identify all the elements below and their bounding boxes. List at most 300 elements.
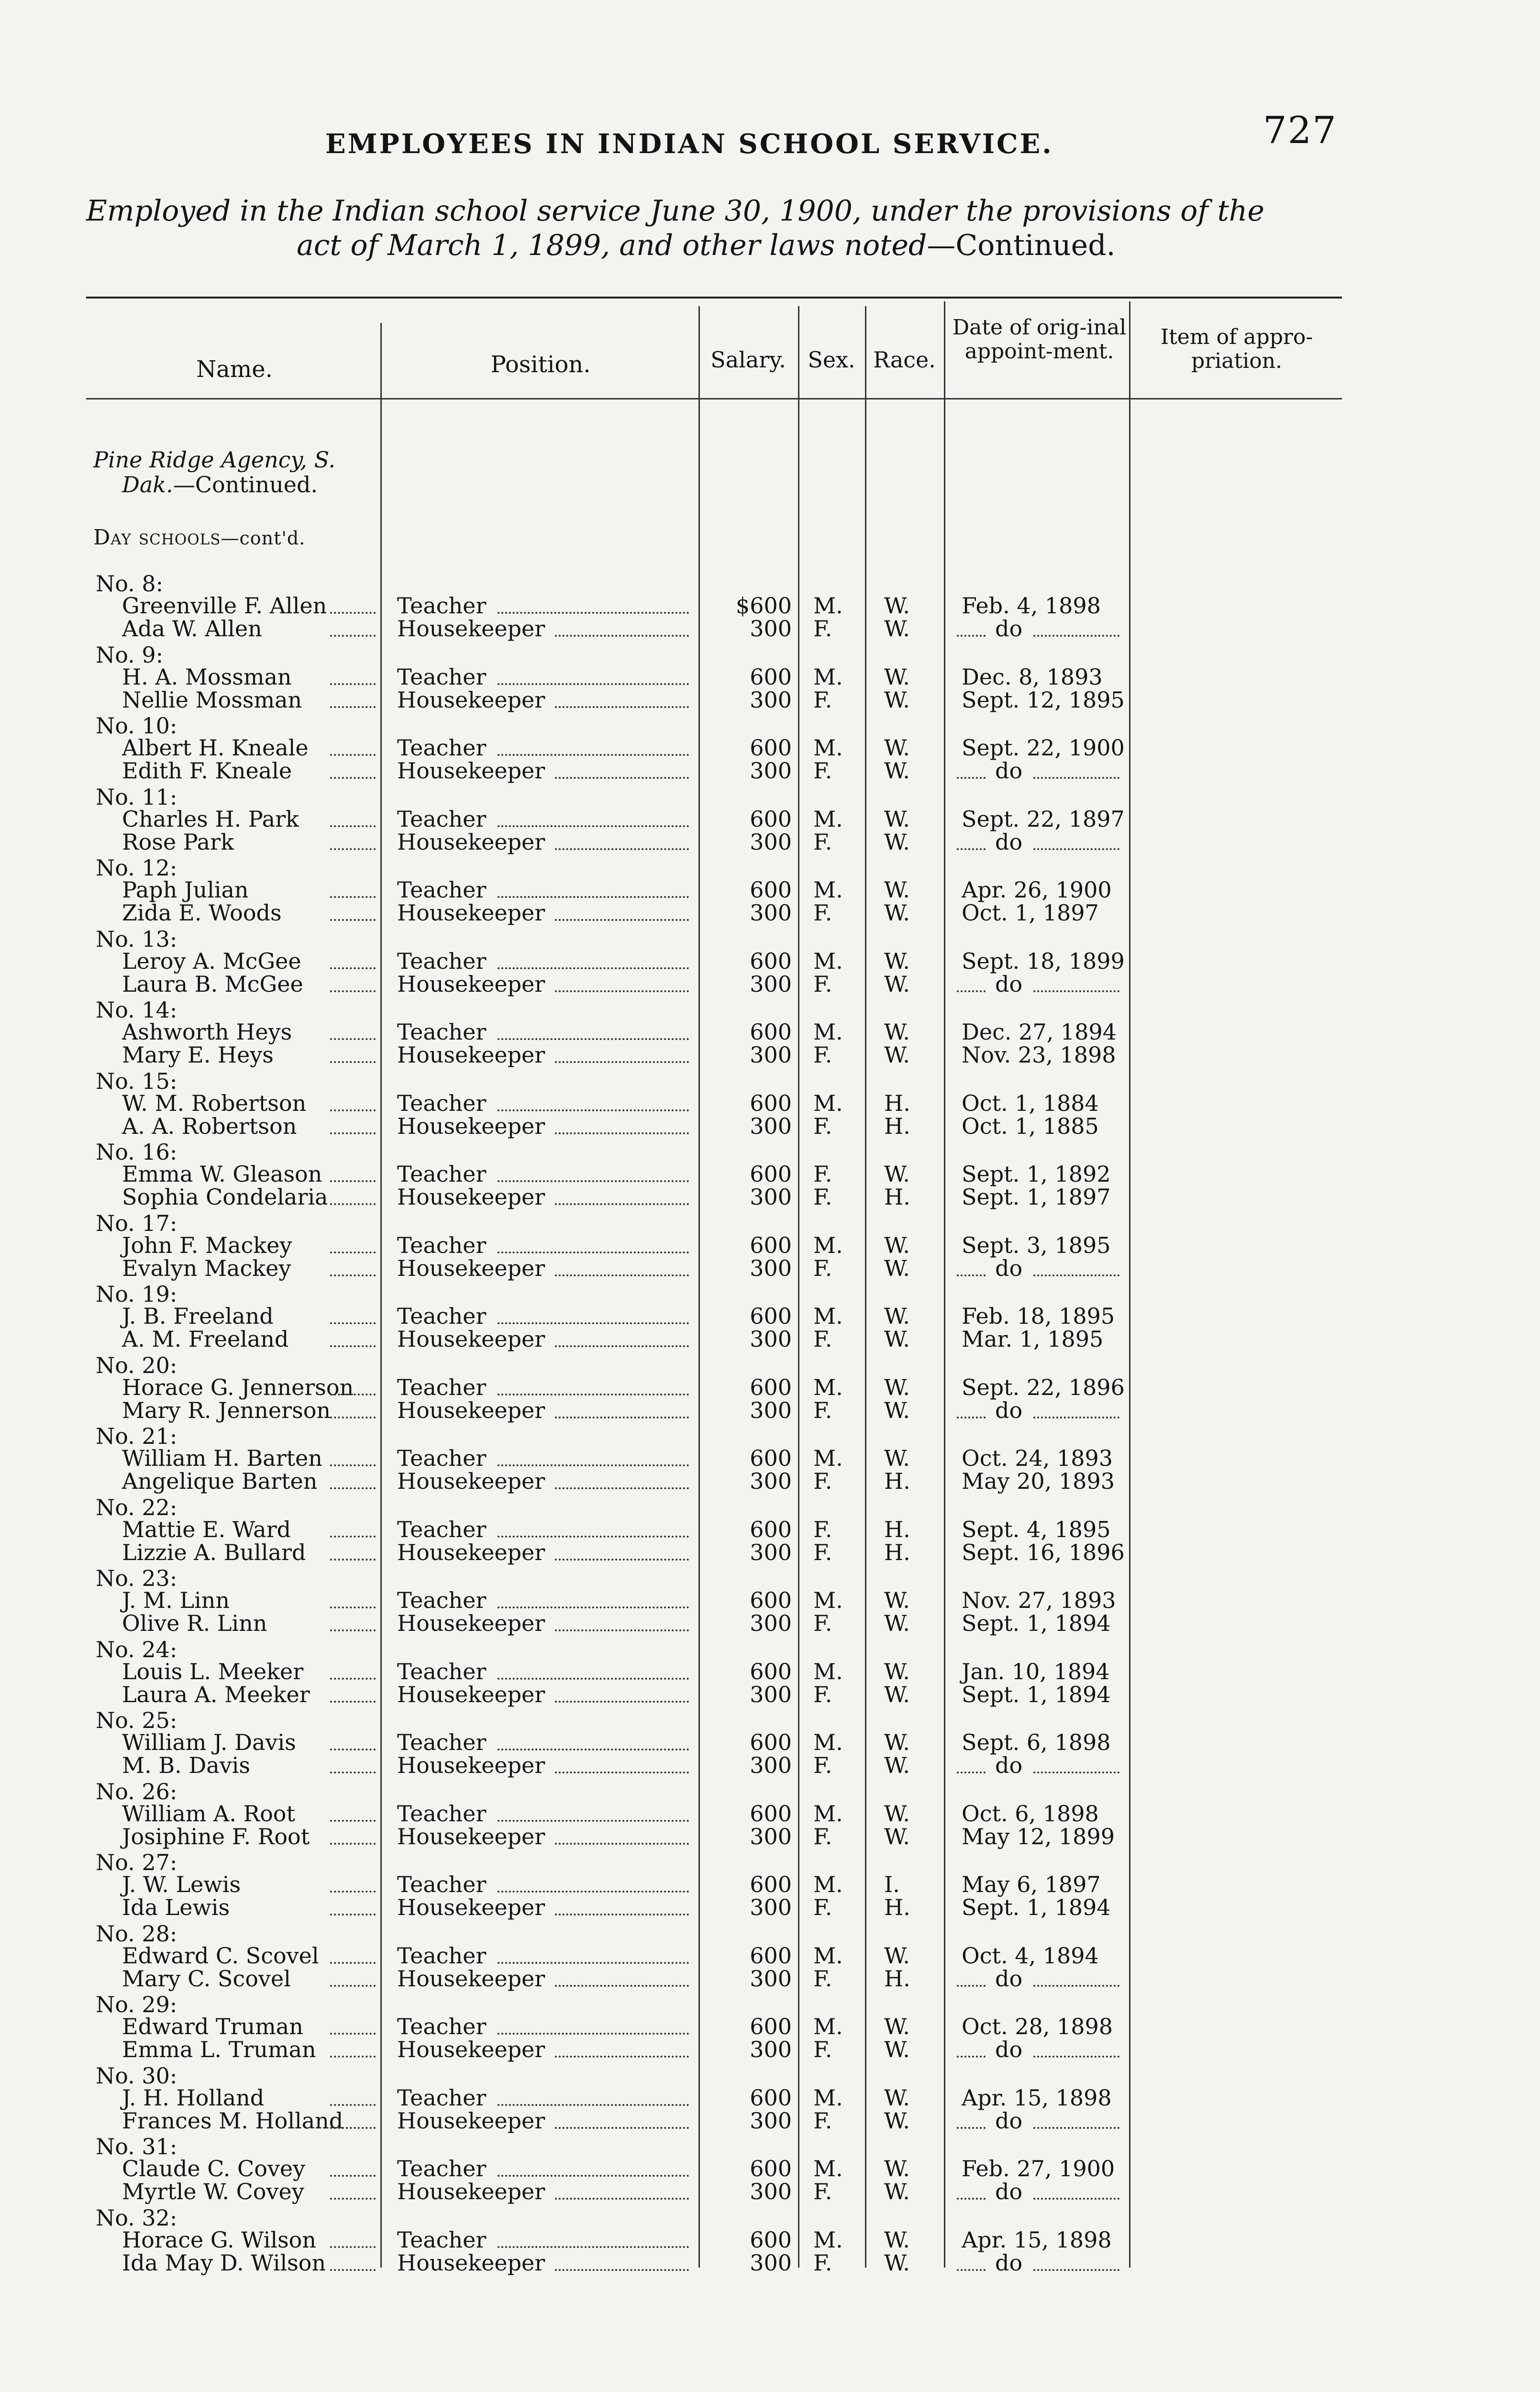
employee-race: W. bbox=[884, 1445, 910, 1471]
name-leader bbox=[330, 967, 376, 969]
date-leader bbox=[1033, 2056, 1119, 2058]
employee-position: Housekeeper bbox=[397, 1894, 545, 1920]
employee-sex: M. bbox=[813, 2156, 843, 2182]
employee-sex: F. bbox=[813, 1113, 832, 1139]
school-number: No. 19: bbox=[96, 1281, 177, 1307]
employee-race: W. bbox=[884, 900, 910, 926]
employee-position: Teacher bbox=[397, 2156, 487, 2182]
col-divider-3 bbox=[798, 306, 799, 2268]
position-leader bbox=[498, 1962, 689, 1964]
employee-sex: M. bbox=[813, 1374, 843, 1400]
employee-position: Teacher bbox=[397, 1232, 487, 1258]
date-leader bbox=[957, 848, 986, 850]
employee-sex: M. bbox=[813, 2226, 843, 2253]
employee-name: Emma W. Gleason bbox=[122, 1161, 322, 1187]
employee-race: H. bbox=[884, 1965, 910, 1992]
school-number: No. 21: bbox=[96, 1423, 177, 1449]
appointment-date: Sept. 1, 1897 bbox=[962, 1184, 1111, 1210]
appointment-date: do bbox=[995, 971, 1023, 997]
employee-position: Teacher bbox=[397, 1658, 487, 1684]
employee-sex: M. bbox=[813, 1019, 843, 1045]
employee-salary: 300 bbox=[750, 1468, 792, 1494]
employee-sex: F. bbox=[813, 1610, 832, 1636]
employee-sex: F. bbox=[813, 1397, 832, 1423]
school-number: No. 32: bbox=[96, 2204, 177, 2231]
employee-position: Teacher bbox=[397, 806, 487, 832]
employee-race: H. bbox=[884, 1539, 910, 1565]
appointment-date: May 6, 1897 bbox=[962, 1872, 1101, 1897]
position-leader bbox=[555, 2056, 689, 2058]
employee-race: H. bbox=[884, 1894, 910, 1920]
employee-salary: 300 bbox=[750, 1184, 792, 1210]
employee-position: Housekeeper bbox=[397, 2107, 545, 2134]
school-number: No. 28: bbox=[96, 1920, 177, 1947]
position-leader bbox=[498, 754, 689, 756]
appointment-date: Sept. 1, 1894 bbox=[962, 1610, 1111, 1636]
date-leader bbox=[957, 635, 986, 637]
appointment-date: do bbox=[995, 2037, 1023, 2062]
employee-race: W. bbox=[884, 1042, 910, 1068]
employee-sex: F. bbox=[813, 2249, 832, 2276]
employee-race: W. bbox=[884, 1681, 910, 1707]
employee-name: A. A. Robertson bbox=[122, 1113, 297, 1139]
date-leader bbox=[957, 2127, 986, 2129]
employee-name: Lizzie A. Bullard bbox=[122, 1539, 306, 1565]
employee-sex: F. bbox=[813, 758, 832, 784]
employee-salary: 300 bbox=[750, 616, 792, 642]
employee-race: W. bbox=[884, 2107, 910, 2134]
appointment-date: Sept. 1, 1894 bbox=[962, 1681, 1111, 1707]
employee-position: Housekeeper bbox=[397, 1752, 545, 1778]
name-leader bbox=[330, 1629, 376, 1631]
appointment-date: Sept. 4, 1895 bbox=[962, 1516, 1111, 1542]
date-leader bbox=[1033, 1985, 1119, 1987]
name-leader bbox=[330, 1678, 376, 1680]
name-leader bbox=[330, 1843, 376, 1845]
subtitle-line-2: act of March 1, 1899, and other laws noted bbox=[297, 229, 927, 262]
col-header-date: Date of orig-inal appoint-ment. bbox=[952, 315, 1127, 364]
employee-salary: 300 bbox=[750, 1255, 792, 1281]
name-leader bbox=[330, 1606, 376, 1608]
employee-race: W. bbox=[884, 1397, 910, 1423]
name-leader bbox=[330, 635, 376, 637]
name-leader bbox=[330, 1749, 376, 1750]
appointment-date: Dec. 8, 1893 bbox=[962, 664, 1103, 690]
employee-name: Horace G. Jennerson bbox=[122, 1374, 354, 1400]
top-rule bbox=[86, 297, 1342, 299]
employee-name: Myrtle W. Covey bbox=[122, 2179, 304, 2204]
position-leader bbox=[555, 635, 689, 637]
employee-salary: 600 bbox=[750, 1658, 792, 1684]
employee-sex: M. bbox=[813, 1729, 843, 1755]
page-title: EMPLOYEES IN INDIAN SCHOOL SERVICE. bbox=[325, 128, 1053, 160]
employee-sex: F. bbox=[813, 1681, 832, 1707]
subsection-title: Day schools bbox=[93, 525, 221, 550]
employee-sex: F. bbox=[813, 1161, 832, 1187]
employee-sex: F. bbox=[813, 1894, 832, 1920]
employee-sex: M. bbox=[813, 735, 843, 761]
employee-race: W. bbox=[884, 806, 910, 832]
date-leader bbox=[957, 2198, 986, 2200]
employee-race: W. bbox=[884, 1610, 910, 1636]
employee-position: Housekeeper bbox=[397, 1326, 545, 1352]
date-leader bbox=[957, 990, 986, 992]
employee-race: W. bbox=[884, 758, 910, 784]
employee-name: Edward Truman bbox=[122, 2014, 303, 2039]
employee-sex: M. bbox=[813, 1587, 843, 1613]
appointment-date: Jan. 10, 1894 bbox=[962, 1658, 1110, 1684]
employee-name: Angelique Barten bbox=[122, 1468, 318, 1494]
employee-salary: 600 bbox=[750, 1303, 792, 1329]
employee-name: J. M. Linn bbox=[122, 1587, 230, 1613]
employee-race: W. bbox=[884, 948, 910, 974]
employee-race: W. bbox=[884, 829, 910, 855]
employee-salary: 600 bbox=[750, 735, 792, 761]
employee-name: Josiphine F. Root bbox=[122, 1823, 310, 1849]
page-number: 727 bbox=[1263, 109, 1337, 152]
name-leader bbox=[330, 1487, 376, 1489]
employee-name: A. M. Freeland bbox=[122, 1326, 289, 1352]
employee-position: Housekeeper bbox=[397, 1681, 545, 1707]
position-leader bbox=[555, 1629, 689, 1631]
school-number: No. 17: bbox=[96, 1210, 177, 1236]
employee-position: Housekeeper bbox=[397, 829, 545, 855]
name-leader bbox=[330, 1914, 376, 1916]
appointment-date: Oct. 1, 1885 bbox=[962, 1113, 1099, 1139]
employee-salary: 600 bbox=[750, 2156, 792, 2182]
employee-position: Teacher bbox=[397, 1303, 487, 1329]
employee-name: Mary R. Jennerson bbox=[122, 1397, 331, 1423]
school-number: No. 20: bbox=[96, 1352, 177, 1378]
agency-line-1: Pine Ridge Agency, S. bbox=[93, 447, 336, 473]
employee-salary: 300 bbox=[750, 1610, 792, 1636]
employee-race: W. bbox=[884, 616, 910, 642]
position-leader bbox=[498, 2175, 689, 2177]
school-number: No. 24: bbox=[96, 1636, 177, 1662]
position-leader bbox=[555, 2198, 689, 2200]
position-leader bbox=[498, 825, 689, 827]
employee-salary: 600 bbox=[750, 1587, 792, 1613]
name-leader bbox=[330, 1820, 376, 1822]
appointment-date: do bbox=[995, 758, 1023, 784]
position-leader bbox=[555, 1772, 689, 1773]
employee-salary: 300 bbox=[750, 829, 792, 855]
appointment-date: Apr. 26, 1900 bbox=[962, 877, 1112, 903]
appointment-date: do bbox=[995, 2107, 1023, 2134]
employee-sex: F. bbox=[813, 1184, 832, 1210]
employee-salary: 300 bbox=[750, 2037, 792, 2062]
date-leader bbox=[957, 1772, 986, 1773]
employee-name: Ashworth Heys bbox=[122, 1019, 292, 1045]
position-leader bbox=[498, 612, 689, 614]
employee-sex: M. bbox=[813, 664, 843, 690]
appointment-date: Feb. 4, 1898 bbox=[962, 593, 1101, 619]
name-leader bbox=[330, 1891, 376, 1893]
employee-position: Housekeeper bbox=[397, 1397, 545, 1423]
position-leader bbox=[498, 1322, 689, 1324]
employee-name: J. B. Freeland bbox=[122, 1303, 274, 1329]
agency-continued: —Continued. bbox=[173, 472, 318, 498]
employee-race: W. bbox=[884, 1019, 910, 1045]
employee-name: W. M. Robertson bbox=[122, 1090, 307, 1116]
name-leader bbox=[330, 1132, 376, 1134]
appointment-date: do bbox=[995, 1752, 1023, 1778]
employee-position: Housekeeper bbox=[397, 1965, 545, 1992]
name-leader bbox=[330, 2127, 376, 2129]
employee-race: W. bbox=[884, 1232, 910, 1258]
employee-name: Mary E. Heys bbox=[122, 1042, 274, 1068]
employee-sex: F. bbox=[813, 616, 832, 642]
school-number: No. 9: bbox=[96, 642, 164, 668]
employee-position: Teacher bbox=[397, 1516, 487, 1542]
employee-position: Teacher bbox=[397, 1090, 487, 1116]
employee-salary: 600 bbox=[750, 1232, 792, 1258]
name-leader bbox=[330, 2056, 376, 2058]
appointment-date: do bbox=[995, 1255, 1023, 1281]
employee-name: Horace G. Wilson bbox=[122, 2226, 317, 2253]
employee-name: Evalyn Mackey bbox=[122, 1255, 291, 1281]
employee-race: I. bbox=[884, 1872, 900, 1897]
employee-salary: 600 bbox=[750, 664, 792, 690]
col-divider-2 bbox=[698, 306, 700, 2268]
employee-position: Housekeeper bbox=[397, 1468, 545, 1494]
employee-race: W. bbox=[884, 1255, 910, 1281]
employee-race: H. bbox=[884, 1516, 910, 1542]
employee-sex: M. bbox=[813, 1232, 843, 1258]
appointment-date: Nov. 23, 1898 bbox=[962, 1042, 1116, 1068]
employee-salary: 600 bbox=[750, 1872, 792, 1897]
employee-sex: F. bbox=[813, 1823, 832, 1849]
employee-name: John F. Mackey bbox=[122, 1232, 292, 1258]
position-leader bbox=[498, 2104, 689, 2106]
employee-salary: 600 bbox=[750, 1800, 792, 1827]
appointment-date: Sept. 22, 1900 bbox=[962, 735, 1125, 761]
employee-race: W. bbox=[884, 735, 910, 761]
employee-sex: M. bbox=[813, 1090, 843, 1116]
employee-salary: 600 bbox=[750, 877, 792, 903]
school-number: No. 27: bbox=[96, 1849, 177, 1875]
position-leader bbox=[498, 1678, 689, 1680]
employee-name: Rose Park bbox=[122, 829, 234, 855]
employee-position: Teacher bbox=[397, 877, 487, 903]
appointment-date: Oct. 1, 1884 bbox=[962, 1090, 1099, 1116]
name-leader bbox=[330, 1251, 376, 1253]
position-leader bbox=[498, 2246, 689, 2248]
employee-sex: F. bbox=[813, 687, 832, 713]
subtitle-line-1: Employed in the Indian school service June 30, 1900, under the provisions of the bbox=[86, 194, 1264, 228]
employee-race: W. bbox=[884, 1161, 910, 1187]
employee-name: Sophia Condelaria bbox=[122, 1184, 328, 1210]
employee-name: Ida Lewis bbox=[122, 1894, 230, 1920]
school-number: No. 14: bbox=[96, 997, 177, 1023]
school-number: No. 31: bbox=[96, 2134, 177, 2159]
name-leader bbox=[330, 848, 376, 850]
employee-sex: F. bbox=[813, 1965, 832, 1992]
employee-sex: M. bbox=[813, 948, 843, 974]
name-leader bbox=[330, 919, 376, 921]
position-leader bbox=[555, 2127, 689, 2129]
appointment-date: Sept. 3, 1895 bbox=[962, 1232, 1111, 1258]
position-leader bbox=[555, 2269, 689, 2271]
page-subtitle bbox=[86, 194, 1349, 263]
name-leader bbox=[330, 1394, 376, 1395]
name-leader bbox=[330, 990, 376, 992]
col-header-name: Name. bbox=[196, 356, 273, 383]
position-leader bbox=[498, 2033, 689, 2035]
name-leader bbox=[330, 1061, 376, 1063]
employee-name: Mary C. Scovel bbox=[122, 1965, 291, 1992]
appointment-date: do bbox=[995, 829, 1023, 855]
employee-salary: 600 bbox=[750, 1516, 792, 1542]
employee-race: H. bbox=[884, 1113, 910, 1139]
employee-name: Albert H. Kneale bbox=[122, 735, 309, 761]
school-number: No. 25: bbox=[96, 1707, 177, 1733]
employee-race: W. bbox=[884, 687, 910, 713]
appointment-date: Sept. 12, 1895 bbox=[962, 687, 1125, 713]
name-leader bbox=[330, 1772, 376, 1773]
appointment-date: do bbox=[995, 2179, 1023, 2204]
employee-sex: F. bbox=[813, 1516, 832, 1542]
employee-race: H. bbox=[884, 1184, 910, 1210]
position-leader bbox=[555, 990, 689, 992]
employee-position: Housekeeper bbox=[397, 971, 545, 997]
employee-position: Teacher bbox=[397, 1800, 487, 1827]
school-number: No. 10: bbox=[96, 713, 177, 739]
employee-position: Housekeeper bbox=[397, 2249, 545, 2276]
appointment-date: Sept. 22, 1897 bbox=[962, 806, 1125, 832]
employee-race: W. bbox=[884, 1374, 910, 1400]
date-leader bbox=[1033, 2127, 1119, 2129]
employee-name: Edith F. Kneale bbox=[122, 758, 292, 784]
employee-salary: 300 bbox=[750, 1965, 792, 1992]
position-leader bbox=[555, 1345, 689, 1347]
appointment-date: Sept. 16, 1896 bbox=[962, 1539, 1125, 1565]
employee-sex: M. bbox=[813, 1303, 843, 1329]
employee-position: Teacher bbox=[397, 664, 487, 690]
position-leader bbox=[498, 1536, 689, 1538]
employee-salary: 600 bbox=[750, 1161, 792, 1187]
employee-race: H. bbox=[884, 1090, 910, 1116]
appointment-date: Oct. 6, 1898 bbox=[962, 1800, 1099, 1827]
name-leader bbox=[330, 1345, 376, 1347]
school-number: No. 26: bbox=[96, 1778, 177, 1805]
employee-position: Housekeeper bbox=[397, 1610, 545, 1636]
position-leader bbox=[555, 1274, 689, 1276]
employee-race: W. bbox=[884, 971, 910, 997]
name-leader bbox=[330, 1322, 376, 1324]
employee-position: Teacher bbox=[397, 1374, 487, 1400]
employee-sex: F. bbox=[813, 2179, 832, 2204]
school-number: No. 11: bbox=[96, 784, 177, 810]
employee-name: Paph Julian bbox=[122, 877, 249, 903]
col-header-salary: Salary. bbox=[710, 347, 786, 373]
employee-position: Housekeeper bbox=[397, 1255, 545, 1281]
name-leader bbox=[330, 2104, 376, 2106]
position-leader bbox=[555, 1843, 689, 1845]
position-leader bbox=[555, 1061, 689, 1063]
position-leader bbox=[498, 1891, 689, 1893]
name-leader bbox=[330, 706, 376, 708]
school-number: No. 15: bbox=[96, 1068, 177, 1094]
appointment-date: Sept. 18, 1899 bbox=[962, 948, 1125, 974]
name-leader bbox=[330, 1109, 376, 1111]
employee-name: Laura B. McGee bbox=[122, 971, 303, 997]
date-leader bbox=[1033, 1417, 1119, 1418]
employee-position: Housekeeper bbox=[397, 1113, 545, 1139]
name-leader bbox=[330, 777, 376, 779]
employee-sex: F. bbox=[813, 971, 832, 997]
employee-sex: M. bbox=[813, 1445, 843, 1471]
employee-race: W. bbox=[884, 1587, 910, 1613]
col-header-position: Position. bbox=[490, 351, 591, 378]
appointment-date: Nov. 27, 1893 bbox=[962, 1587, 1116, 1613]
employee-position: Teacher bbox=[397, 2084, 487, 2111]
name-leader bbox=[330, 2269, 376, 2271]
date-leader bbox=[957, 2056, 986, 2058]
employee-sex: M. bbox=[813, 2084, 843, 2111]
employee-name: William J. Davis bbox=[122, 1729, 296, 1755]
employee-salary: 300 bbox=[750, 1326, 792, 1352]
appointment-date: Oct. 24, 1893 bbox=[962, 1445, 1113, 1471]
employee-salary: 300 bbox=[750, 2179, 792, 2204]
position-leader bbox=[555, 1914, 689, 1916]
appointment-date: do bbox=[995, 2249, 1023, 2276]
employee-name: Emma L. Truman bbox=[122, 2037, 316, 2062]
employee-position: Housekeeper bbox=[397, 687, 545, 713]
school-number: No. 13: bbox=[96, 926, 177, 952]
subsection-continued: —cont'd. bbox=[221, 528, 306, 549]
employee-race: W. bbox=[884, 2084, 910, 2111]
school-number: No. 30: bbox=[96, 2062, 177, 2089]
date-leader bbox=[957, 2269, 986, 2271]
employee-salary: 600 bbox=[750, 1445, 792, 1471]
position-leader bbox=[498, 1038, 689, 1040]
appointment-date: Sept. 22, 1896 bbox=[962, 1374, 1125, 1400]
employee-name: Edward C. Scovel bbox=[122, 1942, 319, 1969]
appointment-date: Oct. 4, 1894 bbox=[962, 1942, 1099, 1969]
date-leader bbox=[1033, 1274, 1119, 1276]
appointment-date: do bbox=[995, 1397, 1023, 1423]
position-leader bbox=[555, 777, 689, 779]
school-number: No. 23: bbox=[96, 1565, 177, 1591]
name-leader bbox=[330, 1985, 376, 1987]
employee-position: Teacher bbox=[397, 2014, 487, 2039]
employee-race: W. bbox=[884, 1658, 910, 1684]
appointment-date: Sept. 1, 1894 bbox=[962, 1894, 1111, 1920]
employee-name: H. A. Mossman bbox=[122, 664, 292, 690]
name-leader bbox=[330, 1464, 376, 1466]
position-leader bbox=[555, 1985, 689, 1987]
employee-salary: 300 bbox=[750, 971, 792, 997]
employee-salary: 300 bbox=[750, 2249, 792, 2276]
employee-sex: F. bbox=[813, 1042, 832, 1068]
employee-sex: M. bbox=[813, 877, 843, 903]
employee-salary: 300 bbox=[750, 1894, 792, 1920]
employee-sex: M. bbox=[813, 806, 843, 832]
position-leader bbox=[498, 1606, 689, 1608]
employee-salary: 300 bbox=[750, 758, 792, 784]
name-leader bbox=[330, 1180, 376, 1182]
name-leader bbox=[330, 612, 376, 614]
employee-name: Louis L. Meeker bbox=[122, 1658, 304, 1684]
employee-salary: 600 bbox=[750, 1019, 792, 1045]
date-leader bbox=[1033, 635, 1119, 637]
name-leader bbox=[330, 896, 376, 898]
employee-race: W. bbox=[884, 1303, 910, 1329]
employee-name: J. H. Holland bbox=[122, 2084, 265, 2111]
employee-position: Housekeeper bbox=[397, 1184, 545, 1210]
position-leader bbox=[555, 919, 689, 921]
